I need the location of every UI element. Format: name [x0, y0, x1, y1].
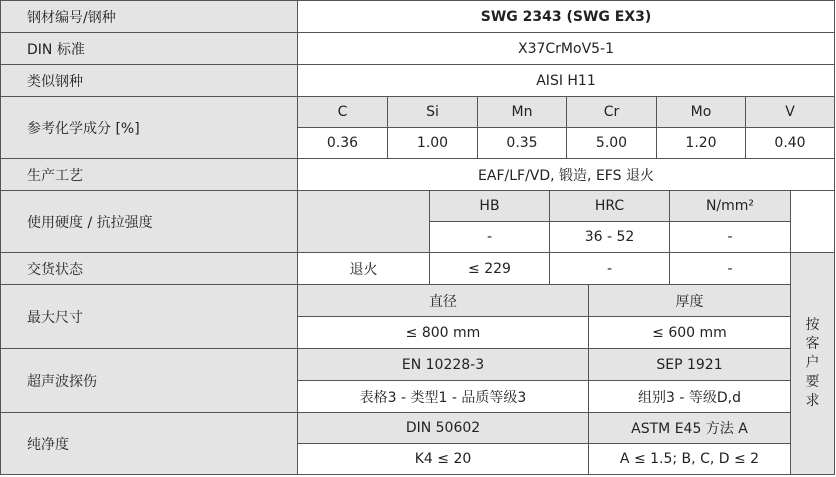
- label-production-process: 生产工艺: [0, 158, 298, 191]
- element-header: Mn: [477, 96, 567, 128]
- element-header: Cr: [566, 96, 657, 128]
- hardness-header-strength: N/mm²: [669, 190, 791, 222]
- label-din-standard: DIN 标准: [0, 32, 298, 65]
- element-value: 1.00: [387, 127, 478, 159]
- label-steel-number: 钢材编号/钢种: [0, 0, 298, 33]
- hardness-value-hb: -: [429, 221, 550, 253]
- ultrasonic-standard-2: SEP 1921: [588, 348, 791, 381]
- delivery-hb: ≤ 229: [429, 252, 550, 285]
- label-purity: 纯净度: [0, 412, 298, 475]
- note-char: 求: [805, 392, 820, 409]
- element-value: 5.00: [566, 127, 657, 159]
- delivery-strength: -: [669, 252, 791, 285]
- hardness-blank-cell: [297, 190, 430, 253]
- ultrasonic-grade-2: 组别3 - 等级D,d: [588, 380, 791, 413]
- element-value: 0.35: [477, 127, 567, 159]
- label-ultrasonic-testing: 超声波探伤: [0, 348, 298, 413]
- label-delivery-condition: 交货状态: [0, 252, 298, 285]
- hardness-header-hrc: HRC: [549, 190, 670, 222]
- purity-value-1: K4 ≤ 20: [297, 443, 589, 475]
- label-chemical-composition: 参考化学成分 [%]: [0, 96, 298, 159]
- element-header: Mo: [656, 96, 746, 128]
- element-header: V: [745, 96, 835, 128]
- diameter-header: 直径: [297, 284, 589, 317]
- customer-requirement-note: [790, 252, 835, 475]
- hardness-value-hrc: 36 - 52: [549, 221, 670, 253]
- note-char: 按: [805, 317, 820, 334]
- aisi-equivalent-value: AISI H11: [297, 64, 835, 97]
- purity-standard-2: ASTM E45 方法 A: [588, 412, 791, 444]
- element-header: Si: [387, 96, 478, 128]
- element-value: 0.40: [745, 127, 835, 159]
- thickness-header: 厚度: [588, 284, 791, 317]
- ultrasonic-grade-1: 表格3 - 类型1 - 品质等级3: [297, 380, 589, 413]
- ultrasonic-standard-1: EN 10228-3: [297, 348, 589, 381]
- label-hardness-strength: 使用硬度 / 抗拉强度: [0, 190, 298, 253]
- note-char: 户: [805, 355, 820, 372]
- label-aisi-equivalent: 类似钢种: [0, 64, 298, 97]
- delivery-hrc: -: [549, 252, 670, 285]
- hardness-spare-cell: [790, 190, 835, 253]
- steel-number-value: SWG 2343 (SWG EX3): [297, 0, 835, 33]
- hardness-value-strength: -: [669, 221, 791, 253]
- element-header: C: [297, 96, 388, 128]
- thickness-value: ≤ 600 mm: [588, 316, 791, 349]
- hardness-header-hb: HB: [429, 190, 550, 222]
- note-char: 要: [805, 373, 820, 390]
- note-char: 客: [805, 336, 820, 353]
- purity-value-2: A ≤ 1.5; B, C, D ≤ 2: [588, 443, 791, 475]
- diameter-value: ≤ 800 mm: [297, 316, 589, 349]
- element-value: 0.36: [297, 127, 388, 159]
- purity-standard-1: DIN 50602: [297, 412, 589, 444]
- label-max-dimensions: 最大尺寸: [0, 284, 298, 349]
- delivery-state: 退火: [297, 252, 430, 285]
- production-process-value: EAF/LF/VD, 锻造, EFS 退火: [297, 158, 835, 191]
- element-value: 1.20: [656, 127, 746, 159]
- din-standard-value: X37CrMoV5-1: [297, 32, 835, 65]
